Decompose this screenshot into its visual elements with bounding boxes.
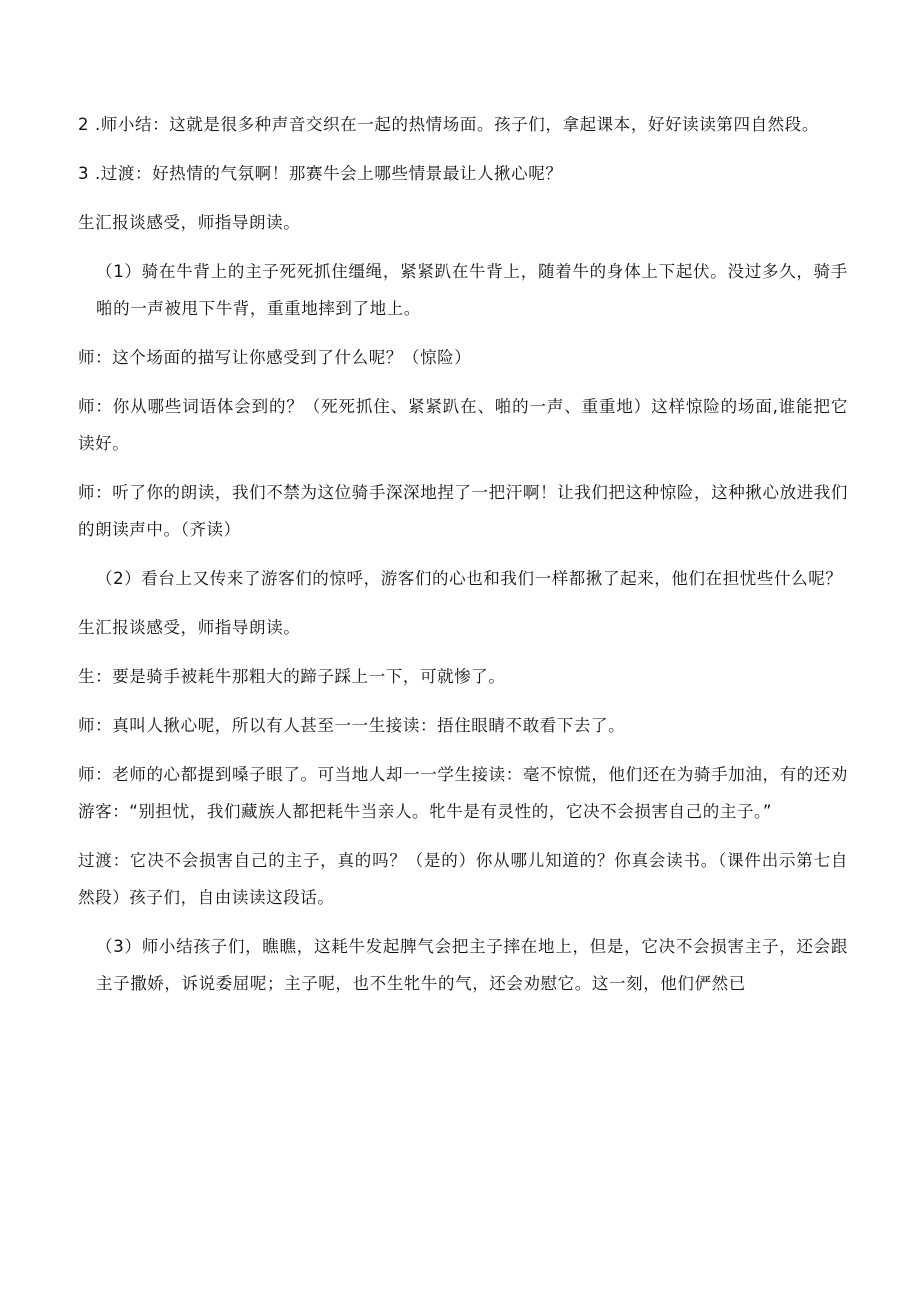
paragraph-summary-2: 2 .师小结：这就是很多种声音交织在一起的热情场面。孩子们，拿起课本，好好读读第四自然段。 <box>78 115 819 134</box>
paragraph-student-report: 生汇报谈感受，师指导朗读。 <box>78 213 301 232</box>
paragraph-teacher-words: 师：你从哪些词语体会到的？（死死抓住、紧紧趴在、啪的一声、重重地）这样惊险的场面,谁能把它读好。 <box>78 397 848 453</box>
paragraph-transition-reading: 过渡：它决不会损害自己的主子，真的吗？（是的）你从哪儿知道的？你真会读书。（课件出示第七自然段）孩子们，自由读读这段话。 <box>78 851 848 907</box>
paragraph-scene-1: （1）骑在牛背上的主子死死抓住缰绳，紧紧趴在牛背上，随着牛的身体上下起伏。没过多久，骑手啪的一声被甩下牛背，重重地摔到了地上。 <box>96 262 848 318</box>
paragraph-teacher-locals: 师：老师的心都提到嗓子眼了。可当地人却一一学生接读：毫不惊慌，他们还在为骑手加油，有的还劝游客：“别担忧，我们藏族人都把耗牛当亲人。牝牛是有灵性的，它决不会损害自己的主子。” <box>78 765 848 821</box>
paragraph-student-answer: 生：要是骑手被耗牛那粗大的蹄子踩上一下，可就惨了。 <box>78 667 506 686</box>
document-body <box>78 106 848 1014</box>
paragraph-teacher-question: 师：这个场面的描写让你感受到了什么呢？（惊险） <box>78 348 472 367</box>
paragraph-teacher-worry: 师：真叫人揪心呢，所以有人甚至一一生接读：捂住眼睛不敢看下去了。 <box>78 716 626 735</box>
paragraph-student-report-2: 生汇报谈感受，师指导朗读。 <box>78 618 301 637</box>
paragraph-teacher-reading: 师：听了你的朗读，我们不禁为这位骑手深深地捏了一把汗啊！让我们把这种惊险，这种揪心放进我们的朗读声中。（齐读） <box>78 483 848 539</box>
paragraph-scene-2: （2）看台上又传来了游客们的惊呼，游客们的心也和我们一样都揪了起来，他们在担忧些什么呢？ <box>96 569 843 588</box>
paragraph-transition-3: 3 .过渡：好热情的气氛啊！那赛牛会上哪些情景最让人揪心呢？ <box>78 164 563 183</box>
paragraph-scene-3: （3）师小结孩子们，瞧瞧，这耗牛发起脾气会把主子摔在地上，但是，它决不会损害主子，还会跟主子撒娇，诉说委屈呢；主子呢，也不生牝牛的气，还会劝慰它。这一刻，他们俨然已 <box>96 937 848 993</box>
